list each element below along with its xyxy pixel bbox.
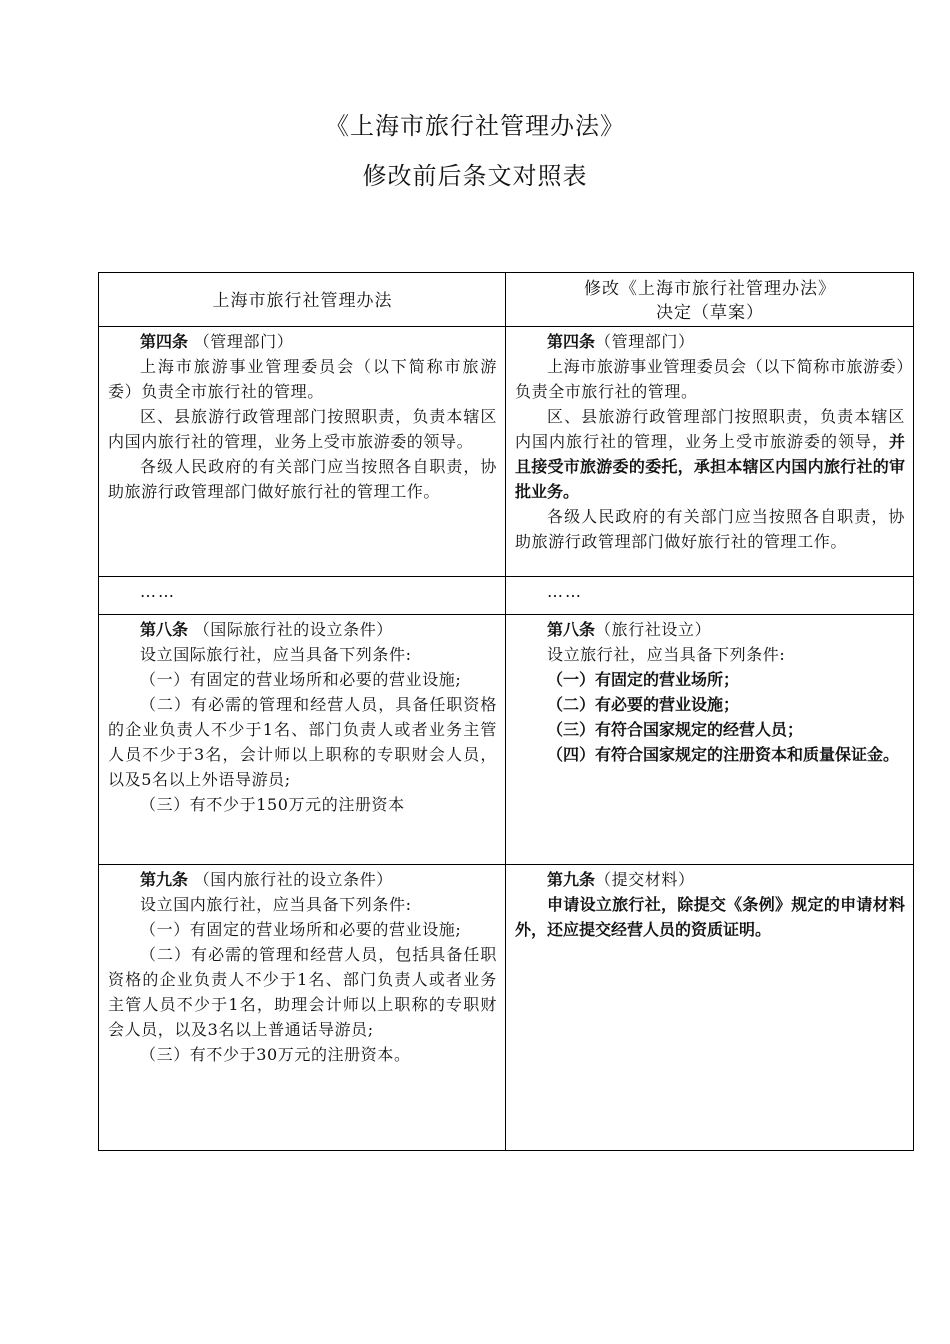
article-number: 第八条	[140, 620, 189, 639]
header-revised-line1: 修改《上海市旅行社管理办法》	[584, 278, 836, 299]
ellipsis-text: ……	[140, 582, 176, 601]
paragraph: 设立旅行社，应当具备下列条件:	[547, 645, 786, 664]
list-item: （三）有不少于30万元的注册资本。	[140, 1045, 411, 1064]
list-item: （三）有符合国家规定的经营人员；	[547, 720, 804, 739]
article-heading	[515, 329, 905, 354]
paragraph: 各级人民政府的有关部门应当按照各自职责，协助旅游行政管理部门做好旅行社的管理工作。	[515, 507, 905, 551]
article8-revised	[506, 615, 914, 865]
header-original-label: 上海市旅行社管理办法	[212, 290, 393, 311]
paragraph: 申请设立旅行社，除提交《条例》规定的申请材料外，还应提交经营人员的资质证明。	[515, 895, 905, 939]
article-title: （管理部门）	[595, 332, 695, 351]
article-heading	[108, 329, 497, 354]
header-revised-line2: 决定（草案）	[656, 302, 764, 323]
table-row	[99, 577, 914, 615]
list-item: （一）有固定的营业场所和必要的营业设施;	[140, 670, 462, 689]
table-row	[99, 865, 914, 1151]
ellipsis-revised	[506, 577, 914, 615]
unchanged-text: 区、县旅游行政管理部门按照职责，负责本辖区内国内旅行社的管理，业务上受市旅游委的领导，	[515, 407, 905, 451]
comparison-table	[98, 272, 914, 1151]
article-heading	[108, 867, 497, 892]
article-number: 第四条	[547, 332, 596, 351]
article-title: （管理部门）	[188, 332, 294, 351]
document-subtitle: 修改前后条文对照表	[362, 162, 588, 190]
table-row	[99, 615, 914, 865]
article-title: （提交材料）	[595, 870, 695, 889]
paragraph: 上海市旅游事业管理委员会（以下简称市旅游委）负责全市旅行社的管理。	[515, 357, 905, 401]
article8-original	[99, 615, 506, 865]
article4-original	[99, 327, 506, 577]
list-item: （二）有必需的管理和经营人员，包括具备任职资格的企业负责人不少于1名、部门负责人或者业务主管人员不少于1名，助理会计师以上职称的专职财会人员，以及3名以上普通话导游员;	[108, 945, 497, 1039]
paragraph: 设立国际旅行社，应当具备下列条件:	[140, 645, 412, 664]
table-header-row	[99, 273, 914, 327]
article-number: 第九条	[547, 870, 596, 889]
paragraph: 上海市旅游事业管理委员会（以下简称市旅游委）负责全市旅行社的管理。	[108, 357, 497, 401]
list-item: （二）有必需的管理和经营人员，具备任职资格的企业负责人不少于1名、部门负责人或者业务主管人员不少于3名，会计师以上职称的专职财会人员，以及5名以上外语导游员;	[108, 695, 497, 789]
list-item: （一）有固定的营业场所和必要的营业设施;	[140, 920, 462, 939]
paragraph: 区、县旅游行政管理部门按照职责，负责本辖区内国内旅行社的管理，业务上受市旅游委的领导。	[108, 407, 497, 451]
article-title: （国际旅行社的设立条件）	[188, 620, 393, 639]
paragraph: 设立国内旅行社，应当具备下列条件:	[140, 895, 412, 914]
document-title: 《上海市旅行社管理办法》	[325, 112, 625, 140]
list-item: （二）有必要的营业设施；	[547, 695, 740, 714]
paragraph: 各级人民政府的有关部门应当按照各自职责，协助旅游行政管理部门做好旅行社的管理工作。	[108, 457, 497, 501]
article-number: 第八条	[547, 620, 596, 639]
article-heading	[515, 617, 905, 642]
header-original	[99, 273, 506, 327]
table-row	[99, 327, 914, 577]
ellipsis-original	[99, 577, 506, 615]
paragraph	[515, 404, 905, 504]
list-item: （四）有符合国家规定的注册资本和质量保证金。	[547, 745, 900, 764]
list-item: （一）有固定的营业场所；	[547, 670, 740, 689]
article-heading	[108, 617, 497, 642]
header-revised	[506, 273, 914, 327]
article-title: （旅行社设立）	[595, 620, 712, 639]
article4-revised	[506, 327, 914, 577]
article-heading	[515, 867, 905, 892]
amended-text: 并且接受市旅游委的委托，承担本辖区内国内旅行社的审批业务。	[515, 432, 905, 501]
article-number: 第九条	[140, 870, 189, 889]
article9-revised	[506, 865, 914, 1151]
article9-original	[99, 865, 506, 1151]
list-item: （三）有不少于150万元的注册资本	[140, 795, 405, 814]
ellipsis-text: ……	[547, 582, 583, 601]
article-title: （国内旅行社的设立条件）	[188, 870, 393, 889]
article-number: 第四条	[140, 332, 189, 351]
